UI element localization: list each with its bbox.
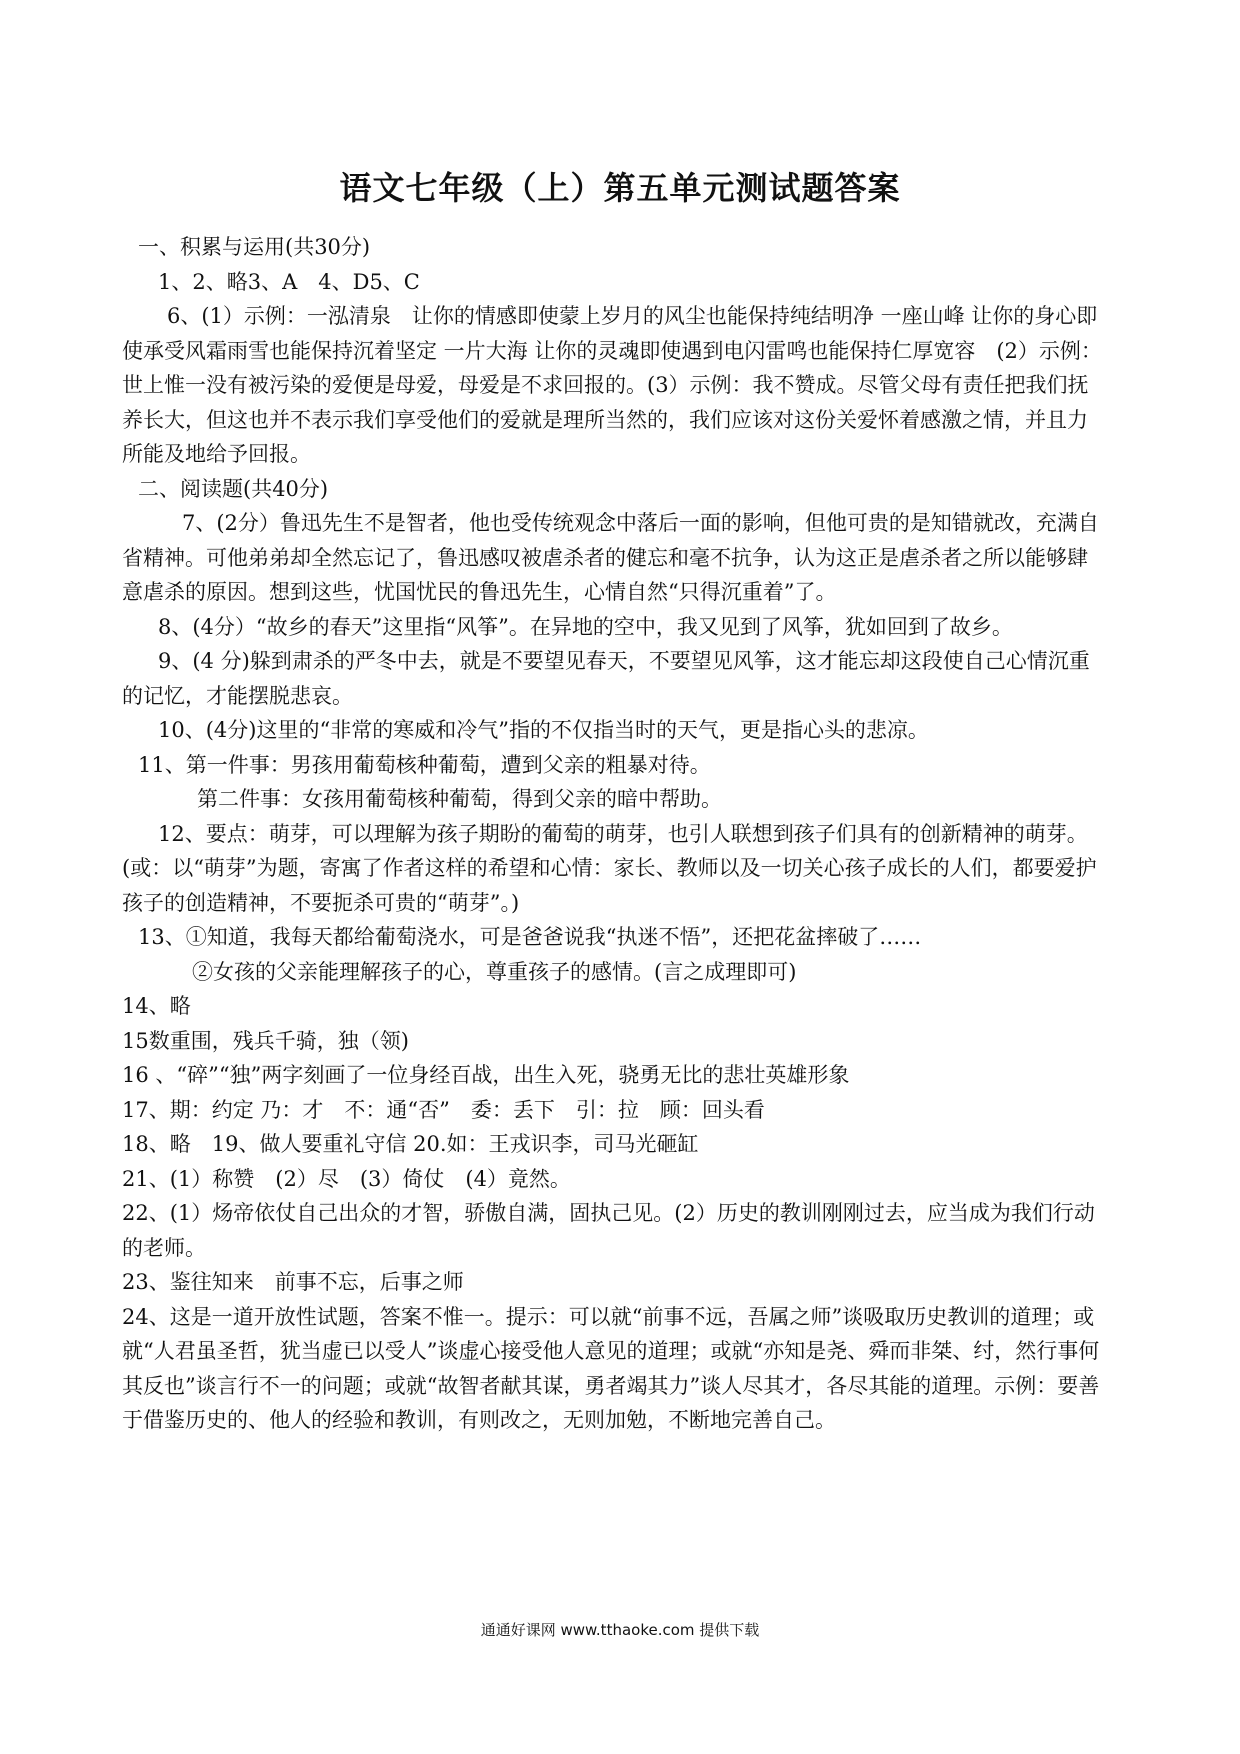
answer-17: 17、期：约定 乃：才 不：通“否” 委：丢下 引：拉 顾：回头看 bbox=[122, 1097, 765, 1122]
answer-13: 13、①知道，我每天都给葡萄浇水，可是爸爸说我“执迷不悟”，还把花盆摔破了…… bbox=[138, 925, 922, 949]
answer-10: 10、(4分)这里的“非常的寒威和冷气”指的不仅指当时的天气，更是指心头的悲凉。 bbox=[158, 718, 929, 742]
section-heading-reading: 二、阅读题(共40分) bbox=[138, 476, 329, 501]
answer-14: 14、略 bbox=[122, 994, 191, 1018]
answer-23: 23、鉴往知来 前事不忘，后事之师 bbox=[122, 1270, 464, 1294]
answer-1-5: 1、2、略3、A 4、D5、C bbox=[158, 269, 420, 294]
answer-21: 21、(1）称赞 (2）尽 (3）倚仗 (4）竟然。 bbox=[122, 1166, 571, 1191]
section-heading-accumulation: 一、积累与运用(共30分) bbox=[138, 235, 371, 259]
answer-8: 8、(4分）“故乡的春天”这里指“风筝”。在异地的空中，我又见到了风筝，犹如回到了故乡。 bbox=[158, 614, 1013, 639]
answer-13-second: ②女孩的父亲能理解孩子的心，尊重孩子的感情。(言之成理即可) bbox=[192, 959, 797, 984]
answer-16: 16 、“碎”“独”两字刻画了一位身经百战，出生入死，骁勇无比的悲壮英雄形象 bbox=[122, 1063, 850, 1087]
page-title: 语文七年级（上）第五单元测试题答案 bbox=[339, 169, 901, 207]
answer-15: 15数重围，残兵千骑，独（领) bbox=[122, 1028, 409, 1053]
answer-7: 7、(2分）鲁迅先生不是智者，他也受传统观念中落后一面的影响，但他可贵的是知错就改，充满自省精神。可他弟弟却全然忘记了，鲁迅感叹被虐杀者的健忘和毫不抗争，认为这正是虐杀者之所以能够肆意虐杀的原因。想到这些，忧国忧民的鲁迅先生，心情自然“只得沉重着”了。 bbox=[122, 511, 1099, 604]
answer-12: 12、要点：萌芽，可以理解为孩子期盼的葡萄的萌芽，也引人联想到孩子们具有的创新精神的萌芽。(或：以“萌芽”为题，寄寓了作者这样的希望和心情：家长、教师以及一切关心孩子成长的人们，都要爱护孩子的创造精神，不要扼杀可贵的“萌芽”。) bbox=[122, 821, 1097, 915]
answer-content bbox=[122, 230, 1107, 1438]
answer-9: 9、(4 分)躲到肃杀的严冬中去，就是不要望见春天，不要望见风筝，这才能忘却这段使自己心情沉重的记忆，才能摆脱悲哀。 bbox=[122, 649, 1090, 708]
page-footer: 通通好课网 www.tthaoke.com 提供下载 bbox=[480, 1621, 760, 1639]
answer-18-20: 18、略 19、做人要重礼守信 20.如：王戎识李，司马光砸缸 bbox=[122, 1132, 699, 1156]
answer-6: 6、(1）示例：一泓清泉 让你的情感即使蒙上岁月的风尘也能保持纯结明净 一座山峰 让你的身心即使承受风霜雨雪也能保持沉着坚定 一片大海 让你的灵魂即使遇到电闪雷鸣也能保持仁厚宽容 (2）示例：世上惟一没有被污染的爱便是母爱，母爱是不求回报的。(3）示例：我不赞成。尽管父母有责任把我们抚养长大，但这也并不表示我们享受他们的爱就是理所当然的，我们应该对这份关爱怀着感激之情，并且力所能及地给予回报。 bbox=[122, 304, 1102, 466]
answer-11: 11、第一件事：男孩用葡萄核种葡萄，遭到父亲的粗暴对待。 bbox=[138, 752, 711, 777]
answer-24: 24、这是一道开放性试题，答案不惟一。提示：可以就“前事不远，吾属之师”谈吸取历史教训的道理；或就“人君虽圣哲，犹当虚已以受人”谈虚心接受他人意见的道理；或就“亦知是尧、舜而非桀、纣，然行事何其反也”谈言行不一的问题；或就“故智者献其谋，勇者竭其力”谈人尽其才，各尽其能的道理。示例：要善于借鉴历史的、他人的经验和教训，有则改之，无则加勉，不断地完善自己。 bbox=[122, 1304, 1100, 1432]
answer-11-second: 第二件事：女孩用葡萄核种葡萄，得到父亲的暗中帮助。 bbox=[197, 787, 722, 811]
answer-22: 22、(1）炀帝依仗自己出众的才智，骄傲自满，固执己见。(2）历史的教训刚刚过去，应当成为我们行动的老师。 bbox=[122, 1201, 1095, 1260]
